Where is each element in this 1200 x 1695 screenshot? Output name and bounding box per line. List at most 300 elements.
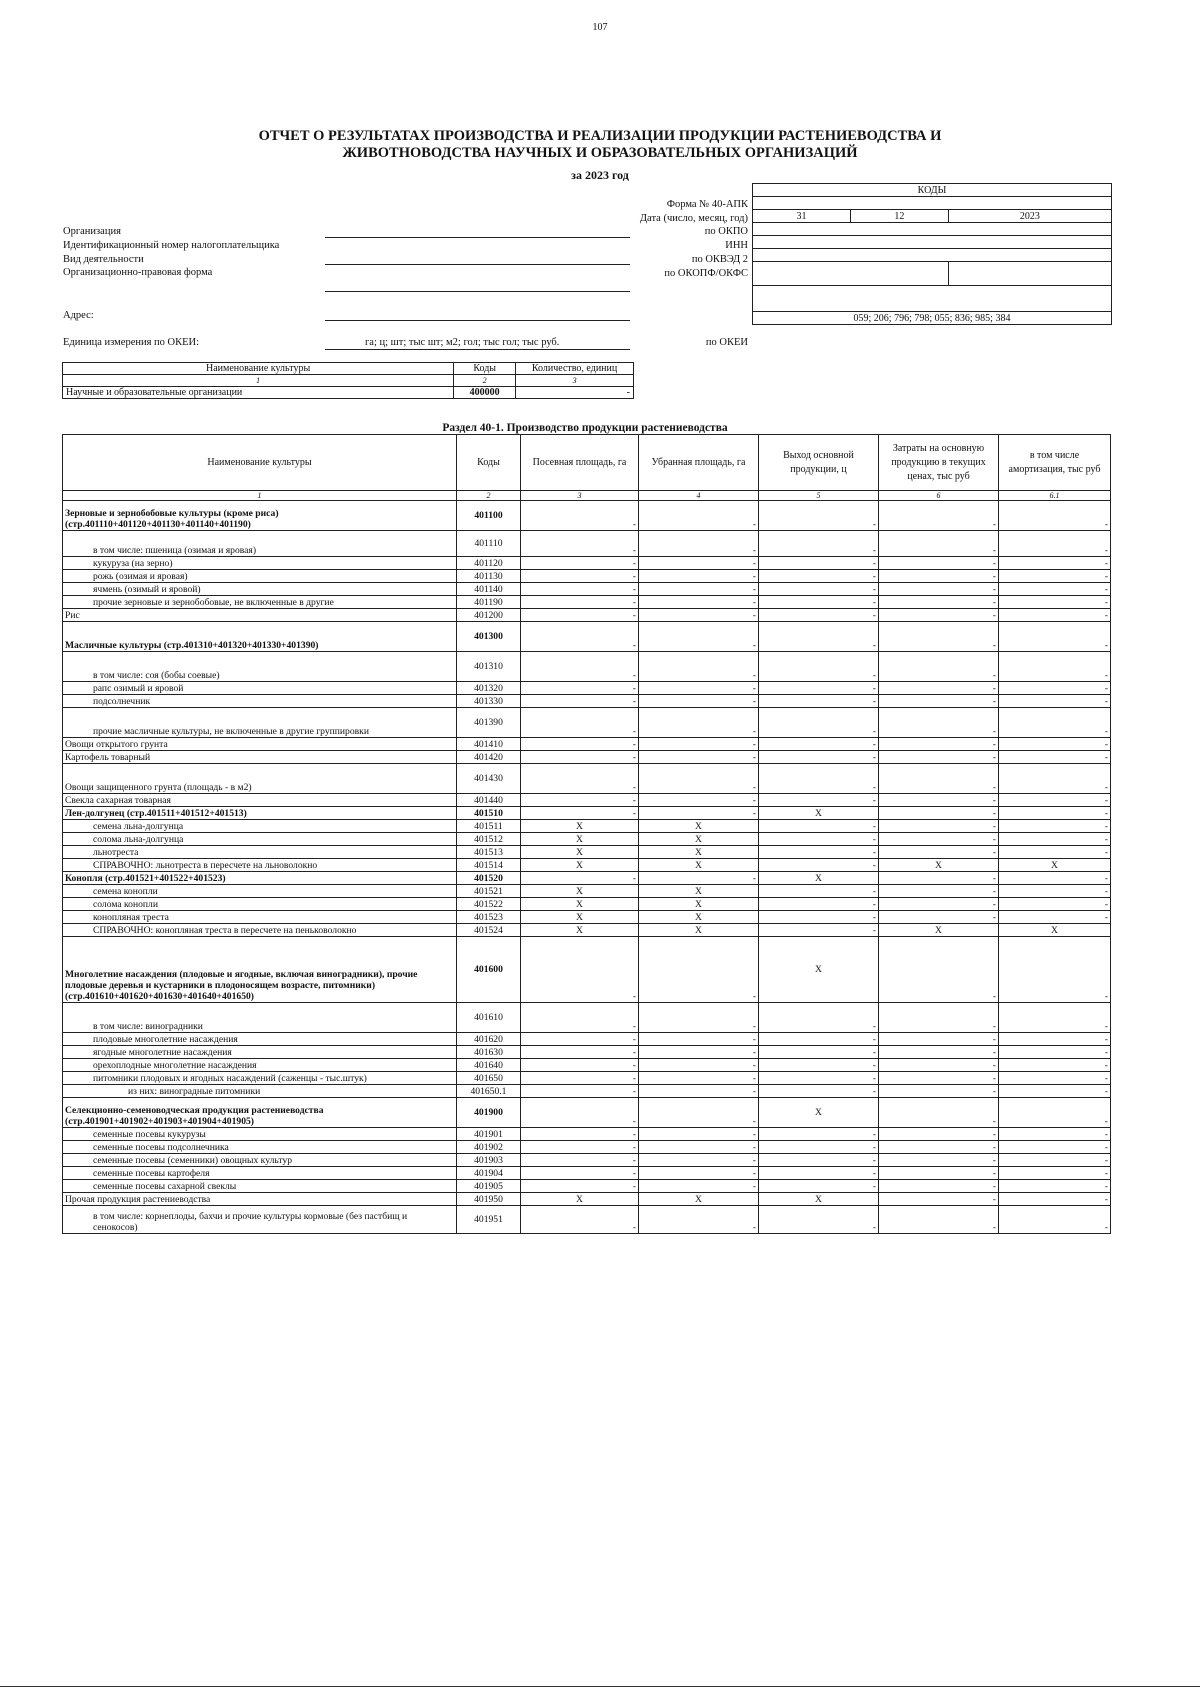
value-cell[interactable]: - bbox=[521, 1154, 639, 1167]
report-title-line-1: ОТЧЕТ О РЕЗУЛЬТАТАХ ПРОИЗВОДСТВА И РЕАЛИЗАЦИИ ПРОДУКЦИИ РАСТЕНИЕВОДСТВА И bbox=[258, 128, 942, 144]
value-cell[interactable]: - bbox=[521, 622, 639, 652]
crop-name: Селекционно-семеноводческая продукция растениеводства (стр.401901+401902+401903+401904+401905) bbox=[63, 1098, 457, 1128]
value-cell[interactable]: - bbox=[759, 557, 879, 570]
value-cell[interactable]: - bbox=[999, 501, 1111, 531]
value-cell[interactable]: - bbox=[759, 1206, 879, 1234]
value-cell[interactable]: - bbox=[879, 596, 999, 609]
value-cell: X bbox=[521, 924, 639, 937]
crop-code: 401520 bbox=[457, 872, 521, 885]
crop-code: 401522 bbox=[457, 898, 521, 911]
crop-name: плодовые многолетние насаждения bbox=[63, 1033, 457, 1046]
value-cell[interactable]: - bbox=[879, 1046, 999, 1059]
crop-code: 401512 bbox=[457, 833, 521, 846]
value-cell[interactable]: - bbox=[879, 1098, 999, 1128]
value-cell[interactable]: - bbox=[759, 1167, 879, 1180]
value-cell[interactable]: - bbox=[639, 609, 759, 622]
value-cell[interactable]: - bbox=[999, 1154, 1111, 1167]
value-cell[interactable]: - bbox=[879, 557, 999, 570]
value-cell[interactable]: - bbox=[521, 1033, 639, 1046]
table-row bbox=[63, 898, 1111, 911]
value-cell[interactable]: - bbox=[759, 596, 879, 609]
crop-code: 401524 bbox=[457, 924, 521, 937]
value-cell[interactable]: - bbox=[639, 622, 759, 652]
value-cell[interactable]: - bbox=[879, 609, 999, 622]
value-cell[interactable]: - bbox=[759, 583, 879, 596]
value-cell[interactable]: - bbox=[639, 1059, 759, 1072]
value-cell[interactable]: - bbox=[879, 820, 999, 833]
crop-code: 401521 bbox=[457, 885, 521, 898]
value-cell[interactable]: - bbox=[759, 1154, 879, 1167]
table-row bbox=[63, 807, 1111, 820]
value-cell[interactable]: - bbox=[639, 738, 759, 751]
value-cell[interactable]: - bbox=[639, 501, 759, 531]
value-cell[interactable]: - bbox=[879, 1072, 999, 1085]
units-value: га; ц; шт; тыс шт; м2; гол; тыс гол; тыс руб. bbox=[365, 337, 560, 348]
crop-code: 401513 bbox=[457, 846, 521, 859]
value-cell[interactable]: - bbox=[879, 937, 999, 1003]
value-cell[interactable]: - bbox=[999, 682, 1111, 695]
table-row bbox=[63, 1154, 1111, 1167]
value-cell[interactable]: - bbox=[999, 1141, 1111, 1154]
value-cell[interactable]: - bbox=[879, 911, 999, 924]
value-cell[interactable]: - bbox=[759, 682, 879, 695]
value-cell[interactable]: - bbox=[999, 751, 1111, 764]
value-cell[interactable]: - bbox=[879, 898, 999, 911]
col-header-code: Коды bbox=[457, 435, 521, 491]
table-row bbox=[63, 557, 1111, 570]
value-cell[interactable]: - bbox=[759, 1141, 879, 1154]
value-cell[interactable]: - bbox=[521, 872, 639, 885]
value-cell[interactable]: - bbox=[999, 807, 1111, 820]
table-row bbox=[63, 846, 1111, 859]
value-cell[interactable]: - bbox=[639, 807, 759, 820]
value-cell[interactable]: - bbox=[879, 807, 999, 820]
crop-code: 401951 bbox=[457, 1206, 521, 1234]
value-cell[interactable]: - bbox=[521, 708, 639, 738]
value-cell[interactable]: - bbox=[999, 609, 1111, 622]
value-cell: X bbox=[759, 807, 879, 820]
value-cell[interactable]: - bbox=[879, 1085, 999, 1098]
value-cell[interactable]: - bbox=[879, 1154, 999, 1167]
crop-code: 401620 bbox=[457, 1033, 521, 1046]
date-day[interactable]: 31 bbox=[753, 210, 851, 223]
value-cell[interactable]: - bbox=[999, 911, 1111, 924]
crop-code: 401600 bbox=[457, 937, 521, 1003]
crop-name: из них: виноградные питомники bbox=[63, 1085, 457, 1098]
value-cell[interactable]: - bbox=[879, 751, 999, 764]
okpo-cell[interactable] bbox=[753, 223, 1112, 236]
crop-code: 401120 bbox=[457, 557, 521, 570]
value-cell[interactable]: - bbox=[999, 820, 1111, 833]
value-cell[interactable]: - bbox=[999, 1098, 1111, 1128]
value-cell[interactable]: - bbox=[879, 833, 999, 846]
value-cell[interactable]: - bbox=[879, 652, 999, 682]
value-cell[interactable]: - bbox=[759, 1072, 879, 1085]
table-row bbox=[63, 695, 1111, 708]
value-cell[interactable]: - bbox=[999, 1033, 1111, 1046]
value-cell[interactable]: - bbox=[759, 924, 879, 937]
value-cell[interactable]: - bbox=[999, 570, 1111, 583]
address-field[interactable] bbox=[325, 320, 630, 321]
value-cell[interactable]: - bbox=[521, 609, 639, 622]
value-cell[interactable]: - bbox=[879, 846, 999, 859]
value-cell[interactable]: - bbox=[879, 622, 999, 652]
value-cell[interactable]: - bbox=[639, 1033, 759, 1046]
value-cell[interactable]: - bbox=[759, 708, 879, 738]
value-cell[interactable]: - bbox=[639, 751, 759, 764]
value-cell[interactable]: - bbox=[759, 846, 879, 859]
organization-field[interactable] bbox=[325, 237, 630, 238]
crop-code: 401410 bbox=[457, 738, 521, 751]
value-cell[interactable]: - bbox=[999, 898, 1111, 911]
crop-code: 401630 bbox=[457, 1046, 521, 1059]
value-cell[interactable]: - bbox=[879, 794, 999, 807]
value-cell: X bbox=[639, 1193, 759, 1206]
value-cell[interactable]: - bbox=[759, 820, 879, 833]
crop-code: 401650 bbox=[457, 1072, 521, 1085]
value-cell[interactable]: - bbox=[759, 738, 879, 751]
table-row bbox=[63, 596, 1111, 609]
value-cell[interactable]: - bbox=[521, 1206, 639, 1234]
small-header-name: Наименование культуры bbox=[63, 363, 454, 375]
table-row bbox=[63, 833, 1111, 846]
value-cell[interactable]: - bbox=[639, 1003, 759, 1033]
value-cell[interactable]: - bbox=[521, 557, 639, 570]
value-cell[interactable]: - bbox=[521, 695, 639, 708]
crop-code: 401440 bbox=[457, 794, 521, 807]
value-cell[interactable]: - bbox=[759, 1033, 879, 1046]
value-cell[interactable]: - bbox=[759, 833, 879, 846]
crop-name: питомники плодовых и ягодных насаждений (саженцы - тыс.штук) bbox=[63, 1072, 457, 1085]
value-cell: X bbox=[521, 833, 639, 846]
value-cell[interactable]: - bbox=[521, 1046, 639, 1059]
production-table bbox=[62, 434, 1111, 1234]
crop-code: 401903 bbox=[457, 1154, 521, 1167]
value-cell[interactable]: - bbox=[639, 1072, 759, 1085]
value-cell[interactable]: - bbox=[759, 695, 879, 708]
value-cell[interactable]: - bbox=[639, 695, 759, 708]
value-cell[interactable]: - bbox=[521, 570, 639, 583]
value-cell[interactable]: - bbox=[999, 1180, 1111, 1193]
crop-code: 401610 bbox=[457, 1003, 521, 1033]
value-cell[interactable]: - bbox=[999, 1046, 1111, 1059]
value-cell[interactable]: - bbox=[639, 794, 759, 807]
value-cell[interactable]: - bbox=[521, 1180, 639, 1193]
crop-code: 401310 bbox=[457, 652, 521, 682]
small-header-code: Коды bbox=[454, 363, 516, 375]
table-row bbox=[63, 1072, 1111, 1085]
address-code-cell[interactable] bbox=[753, 286, 1112, 312]
value-cell[interactable]: - bbox=[999, 1193, 1111, 1206]
value-cell[interactable]: - bbox=[879, 1180, 999, 1193]
legal-form-field[interactable] bbox=[325, 291, 630, 292]
value-cell[interactable]: - bbox=[879, 738, 999, 751]
value-cell[interactable]: - bbox=[759, 1046, 879, 1059]
table-row bbox=[63, 609, 1111, 622]
value-cell[interactable]: - bbox=[879, 708, 999, 738]
value-cell[interactable]: - bbox=[521, 1072, 639, 1085]
value-cell[interactable]: - bbox=[759, 1085, 879, 1098]
value-cell[interactable]: - bbox=[879, 531, 999, 557]
value-cell[interactable]: - bbox=[639, 1128, 759, 1141]
value-cell[interactable]: - bbox=[759, 885, 879, 898]
small-row-value[interactable]: - bbox=[516, 387, 634, 399]
value-cell[interactable]: - bbox=[759, 501, 879, 531]
page-number: 107 bbox=[592, 22, 608, 33]
value-cell[interactable]: - bbox=[521, 501, 639, 531]
crop-name: льнотреста bbox=[63, 846, 457, 859]
value-cell[interactable]: - bbox=[759, 1180, 879, 1193]
value-cell[interactable]: - bbox=[879, 1167, 999, 1180]
table-row bbox=[63, 751, 1111, 764]
table-row bbox=[63, 531, 1111, 557]
date-month[interactable]: 12 bbox=[850, 210, 948, 223]
value-cell[interactable]: - bbox=[759, 570, 879, 583]
table-row bbox=[63, 1193, 1111, 1206]
value-cell[interactable]: - bbox=[879, 1141, 999, 1154]
value-cell[interactable]: - bbox=[999, 937, 1111, 1003]
value-cell[interactable]: - bbox=[521, 652, 639, 682]
value-cell[interactable]: - bbox=[999, 794, 1111, 807]
value-cell[interactable]: - bbox=[639, 652, 759, 682]
value-cell[interactable]: - bbox=[879, 1059, 999, 1072]
table-row bbox=[63, 885, 1111, 898]
value-cell[interactable]: - bbox=[639, 1206, 759, 1234]
crop-name: рожь (озимая и яровая) bbox=[63, 570, 457, 583]
col-header-sown-area: Посевная площадь, га bbox=[521, 435, 639, 491]
value-cell[interactable]: - bbox=[759, 1003, 879, 1033]
value-cell: X bbox=[759, 872, 879, 885]
value-cell[interactable]: - bbox=[879, 1206, 999, 1234]
value-cell[interactable]: - bbox=[999, 583, 1111, 596]
value-cell[interactable]: - bbox=[879, 695, 999, 708]
crop-code: 401430 bbox=[457, 764, 521, 794]
date-year[interactable]: 2023 bbox=[948, 210, 1111, 223]
value-cell[interactable]: - bbox=[879, 501, 999, 531]
value-cell: X bbox=[639, 833, 759, 846]
value-cell[interactable]: - bbox=[759, 1128, 879, 1141]
value-cell[interactable]: - bbox=[879, 583, 999, 596]
codes-table bbox=[752, 183, 1112, 325]
value-cell[interactable]: - bbox=[999, 1072, 1111, 1085]
table-row bbox=[63, 911, 1111, 924]
value-cell[interactable]: - bbox=[999, 1003, 1111, 1033]
value-cell[interactable]: - bbox=[759, 764, 879, 794]
table-row bbox=[63, 501, 1111, 531]
value-cell[interactable]: - bbox=[759, 794, 879, 807]
table-row bbox=[63, 924, 1111, 937]
table-row bbox=[63, 570, 1111, 583]
crop-name: прочие масличные культуры, не включенные в другие группировки bbox=[63, 708, 457, 738]
value-cell[interactable]: - bbox=[999, 1059, 1111, 1072]
value-cell[interactable]: - bbox=[999, 708, 1111, 738]
crop-name: семенные посевы сахарной свеклы bbox=[63, 1180, 457, 1193]
crop-name: в том числе: пшеница (озимая и яровая) bbox=[63, 531, 457, 557]
value-cell[interactable]: - bbox=[639, 708, 759, 738]
table-row bbox=[63, 820, 1111, 833]
value-cell[interactable]: - bbox=[521, 682, 639, 695]
value-cell[interactable]: - bbox=[639, 570, 759, 583]
value-cell[interactable]: - bbox=[521, 764, 639, 794]
value-cell[interactable]: - bbox=[521, 1059, 639, 1072]
value-cell[interactable]: - bbox=[521, 1003, 639, 1033]
table-row bbox=[63, 652, 1111, 682]
value-cell[interactable]: - bbox=[999, 557, 1111, 570]
value-cell[interactable]: - bbox=[759, 898, 879, 911]
value-cell[interactable]: - bbox=[639, 1167, 759, 1180]
value-cell[interactable]: - bbox=[999, 885, 1111, 898]
production-table-body bbox=[63, 501, 1111, 1234]
value-cell[interactable]: - bbox=[999, 1167, 1111, 1180]
value-cell[interactable]: - bbox=[639, 682, 759, 695]
value-cell[interactable]: - bbox=[759, 622, 879, 652]
table-row bbox=[63, 1003, 1111, 1033]
crop-name: семена льна-долгунца bbox=[63, 820, 457, 833]
value-cell[interactable]: - bbox=[759, 911, 879, 924]
value-cell[interactable]: - bbox=[759, 751, 879, 764]
value-cell[interactable]: - bbox=[759, 609, 879, 622]
value-cell[interactable]: - bbox=[521, 1098, 639, 1128]
crop-code: 401514 bbox=[457, 859, 521, 872]
value-cell: X bbox=[639, 885, 759, 898]
value-cell[interactable]: - bbox=[639, 1098, 759, 1128]
crop-code: 401330 bbox=[457, 695, 521, 708]
col-header-amortization: в том числе амортизация, тыс руб bbox=[999, 435, 1111, 491]
value-cell: X bbox=[521, 846, 639, 859]
value-cell[interactable]: - bbox=[879, 1033, 999, 1046]
table-row bbox=[63, 1141, 1111, 1154]
value-cell[interactable]: - bbox=[999, 872, 1111, 885]
small-col-number: 2 bbox=[454, 375, 516, 387]
crop-code: 401110 bbox=[457, 531, 521, 557]
value-cell[interactable]: - bbox=[521, 751, 639, 764]
section-title: Раздел 40-1. Производство продукции растениеводства bbox=[442, 422, 728, 434]
value-cell[interactable]: - bbox=[879, 872, 999, 885]
value-cell: X bbox=[639, 898, 759, 911]
crop-code: 401200 bbox=[457, 609, 521, 622]
value-cell[interactable]: - bbox=[999, 1085, 1111, 1098]
value-cell[interactable]: - bbox=[999, 652, 1111, 682]
value-cell[interactable]: - bbox=[521, 738, 639, 751]
value-cell[interactable]: - bbox=[521, 596, 639, 609]
crop-code: 401511 bbox=[457, 820, 521, 833]
value-cell[interactable]: - bbox=[521, 1085, 639, 1098]
value-cell[interactable]: - bbox=[521, 794, 639, 807]
value-cell[interactable]: - bbox=[521, 1141, 639, 1154]
value-cell[interactable]: - bbox=[639, 557, 759, 570]
crop-code: 401640 bbox=[457, 1059, 521, 1072]
table-row bbox=[63, 1128, 1111, 1141]
col-number: 2 bbox=[457, 491, 521, 501]
value-cell[interactable]: - bbox=[999, 738, 1111, 751]
value-cell[interactable]: - bbox=[999, 531, 1111, 557]
value-cell[interactable]: - bbox=[999, 846, 1111, 859]
value-cell[interactable]: - bbox=[999, 695, 1111, 708]
value-cell[interactable]: - bbox=[639, 531, 759, 557]
crop-name: семенные посевы подсолнечника bbox=[63, 1141, 457, 1154]
value-cell[interactable]: - bbox=[639, 583, 759, 596]
value-cell[interactable]: - bbox=[999, 622, 1111, 652]
value-cell[interactable]: - bbox=[999, 833, 1111, 846]
crop-name: в том числе: виноградники bbox=[63, 1003, 457, 1033]
table-row bbox=[63, 1167, 1111, 1180]
date-label: Дата (число, месяц, год) bbox=[639, 213, 748, 224]
value-cell: X bbox=[999, 859, 1111, 872]
value-cell[interactable]: - bbox=[639, 764, 759, 794]
col-number: 5 bbox=[759, 491, 879, 501]
value-cell[interactable]: - bbox=[639, 937, 759, 1003]
value-cell: X bbox=[521, 898, 639, 911]
value-cell[interactable]: - bbox=[639, 1180, 759, 1193]
value-cell[interactable]: - bbox=[999, 596, 1111, 609]
legal-form-label: Организационно-правовая форма bbox=[63, 267, 213, 278]
value-cell[interactable]: - bbox=[759, 652, 879, 682]
value-cell[interactable]: - bbox=[521, 531, 639, 557]
value-cell[interactable]: - bbox=[639, 872, 759, 885]
value-cell: X bbox=[639, 846, 759, 859]
table-row bbox=[63, 1098, 1111, 1128]
value-cell[interactable]: - bbox=[759, 1059, 879, 1072]
value-cell: X bbox=[521, 820, 639, 833]
table-row bbox=[63, 859, 1111, 872]
value-cell[interactable]: - bbox=[999, 764, 1111, 794]
value-cell[interactable]: - bbox=[879, 682, 999, 695]
okopf-cell[interactable] bbox=[753, 262, 949, 286]
value-cell[interactable]: - bbox=[879, 1003, 999, 1033]
value-cell[interactable]: - bbox=[639, 596, 759, 609]
table-row bbox=[63, 872, 1111, 885]
okved-cell[interactable] bbox=[753, 249, 1112, 262]
crop-name: солома льна-долгунца bbox=[63, 833, 457, 846]
value-cell[interactable]: - bbox=[639, 1141, 759, 1154]
col-number: 6 bbox=[879, 491, 999, 501]
value-cell[interactable]: - bbox=[879, 570, 999, 583]
inn-full-label: Идентификационный номер налогоплательщика bbox=[63, 240, 280, 251]
value-cell[interactable]: - bbox=[521, 937, 639, 1003]
table-row bbox=[63, 708, 1111, 738]
value-cell[interactable]: - bbox=[521, 1128, 639, 1141]
okfs-cell[interactable] bbox=[948, 262, 1111, 286]
small-row-code: 400000 bbox=[454, 387, 516, 399]
activity-label: Вид деятельности bbox=[63, 254, 144, 265]
value-cell[interactable]: - bbox=[759, 859, 879, 872]
value-cell[interactable]: - bbox=[879, 1193, 999, 1206]
value-cell[interactable]: - bbox=[521, 583, 639, 596]
table-row bbox=[63, 738, 1111, 751]
inn-cell[interactable] bbox=[753, 236, 1112, 249]
value-cell[interactable]: - bbox=[879, 764, 999, 794]
crop-name: семенные посевы (семенники) овощных культур bbox=[63, 1154, 457, 1167]
form-code-cell[interactable] bbox=[753, 197, 1112, 210]
value-cell[interactable]: - bbox=[639, 1085, 759, 1098]
value-cell[interactable]: - bbox=[879, 885, 999, 898]
value-cell[interactable]: - bbox=[521, 807, 639, 820]
small-row-name: Научные и образовательные организации bbox=[63, 387, 454, 399]
table-row bbox=[63, 682, 1111, 695]
value-cell[interactable]: - bbox=[521, 1167, 639, 1180]
crop-name: семена конопли bbox=[63, 885, 457, 898]
value-cell[interactable]: - bbox=[639, 1046, 759, 1059]
value-cell[interactable]: - bbox=[999, 1128, 1111, 1141]
codes-header: КОДЫ bbox=[753, 184, 1112, 197]
value-cell[interactable]: - bbox=[999, 1206, 1111, 1234]
value-cell[interactable]: - bbox=[759, 531, 879, 557]
value-cell: X bbox=[759, 1193, 879, 1206]
activity-field[interactable] bbox=[325, 264, 630, 265]
value-cell[interactable]: - bbox=[879, 1128, 999, 1141]
value-cell[interactable]: - bbox=[639, 1154, 759, 1167]
value-cell: X bbox=[879, 859, 999, 872]
